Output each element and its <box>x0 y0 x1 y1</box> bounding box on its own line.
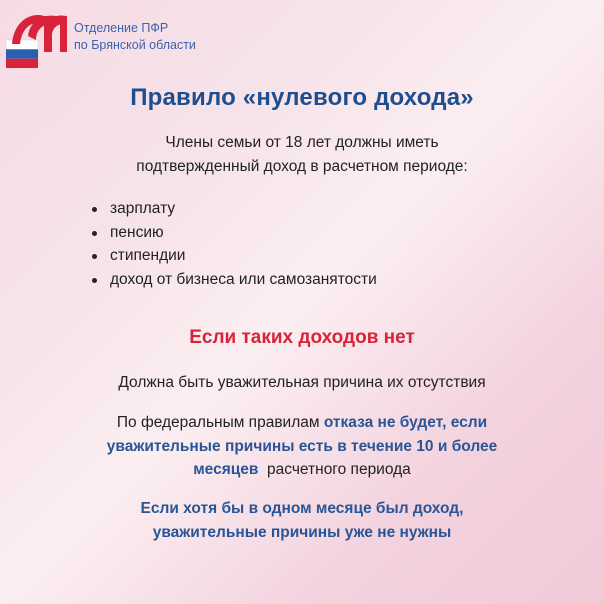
rules-part-2: отказа не будет, если <box>323 414 488 431</box>
intro-line-2: подтвержденный доход в расчетном периоде: <box>136 158 468 175</box>
final-line-1: Если хотя бы в одном месяце был доход, <box>140 500 464 517</box>
list-item: пенсию <box>90 221 377 245</box>
org-line-2: по Брянской области <box>74 38 196 52</box>
org-line-1: Отделение ПФР <box>74 21 169 35</box>
rules-part-5: расчетного периода <box>258 461 411 478</box>
page-title: Правило «нулевого дохода» <box>130 84 474 111</box>
rules-part-1: По федеральным правилам <box>116 414 324 431</box>
section-heading: Если таких доходов нет <box>189 327 415 348</box>
list-item: зарплату <box>90 197 377 221</box>
list-item: доход от бизнеса или самозанятости <box>90 268 377 292</box>
final-note <box>0 497 604 545</box>
intro-line-1: Члены семьи от 18 лет должны иметь <box>165 134 439 151</box>
rules-line-1 <box>0 411 604 435</box>
income-list <box>90 197 377 291</box>
pfr-logo-icon <box>4 6 70 72</box>
final-line-2: уважительные причины уже не нужны <box>152 524 452 541</box>
rules-part-3: уважительные причины есть в течение 10 и более <box>106 437 498 455</box>
organization-name <box>74 20 196 54</box>
rules-part-4: месяцев <box>193 461 259 478</box>
reason-text: Должна быть уважительная причина их отсутствия <box>118 374 486 391</box>
rules-text <box>0 411 604 482</box>
list-item: стипендии <box>90 244 377 268</box>
intro-text <box>0 131 604 179</box>
rules-line-3 <box>0 458 604 482</box>
